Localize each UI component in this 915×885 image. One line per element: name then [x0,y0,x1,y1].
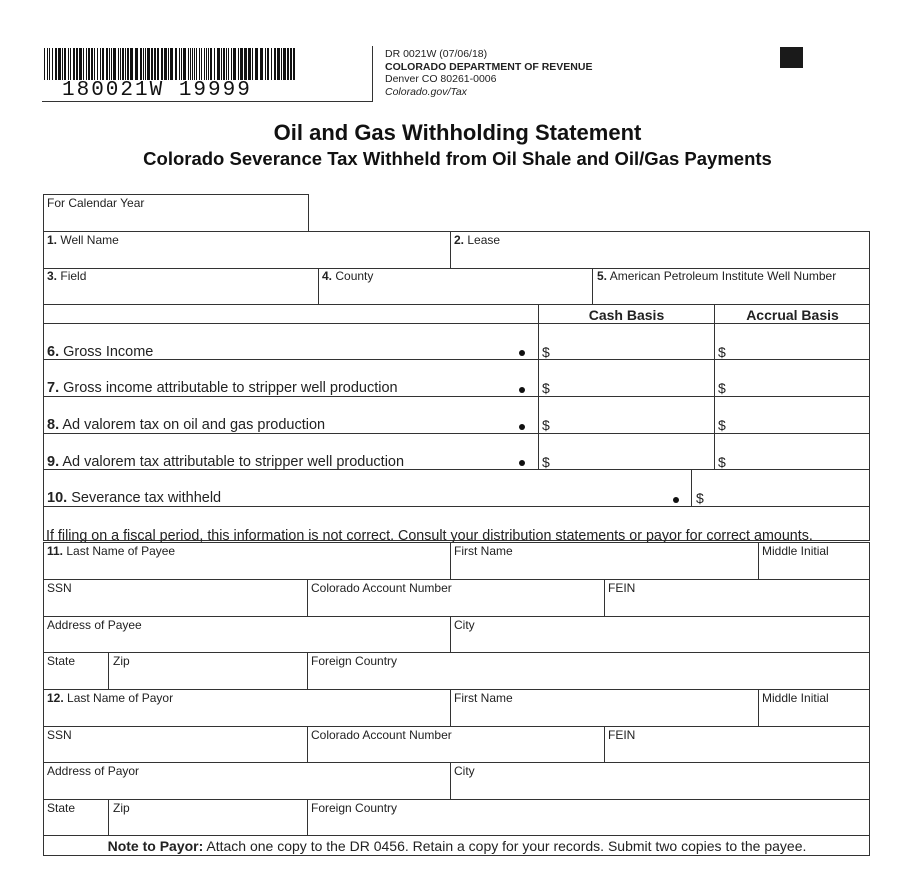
barcode-bar [151,48,153,80]
barcode-bar [55,48,57,80]
barcode-bar [226,48,227,80]
barcode-bar [287,48,289,80]
payor-last-name-label[interactable]: 12. Last Name of Payor [47,691,174,705]
payee-first-name-label[interactable]: First Name [454,544,513,558]
barcode-bar [68,48,69,80]
barcode-bar [221,48,222,80]
col-divider [538,304,539,469]
barcode-bar [79,48,82,80]
line-6-label: 6. Gross Income [47,344,154,360]
barcode-bar [210,48,212,80]
col-divider [450,231,451,268]
col-divider [450,689,451,726]
payee-ssn-label[interactable]: SSN [47,581,72,595]
payor-address-label[interactable]: Address of Payor [47,764,140,778]
col-divider [307,726,308,762]
barcode-bar [168,48,169,80]
barcode-bar [271,48,272,80]
barcode-bar [244,48,247,80]
bullet-icon [519,424,525,430]
row-divider [43,652,870,653]
barcode-bar [164,48,167,80]
payee-foreign-country-label[interactable]: Foreign Country [311,654,398,668]
payor-co-account-label[interactable]: Colorado Account Number [311,728,452,742]
barcode-bar [52,48,53,80]
payee-state-label[interactable]: State [47,654,76,668]
payor-first-name-label[interactable]: First Name [454,691,513,705]
col-divider [108,799,109,835]
barcode-bar [170,48,173,80]
barcode-bar [179,48,180,80]
col-divider [450,616,451,652]
barcode-bar [135,48,138,80]
barcode-bar [208,48,209,80]
barcode-bar [194,48,195,80]
api-well-number-label[interactable]: 5. American Petroleum Institute Well Number [597,269,837,283]
barcode-bar [127,48,129,80]
county-label[interactable]: 4. County [322,269,374,283]
barcode-bar [83,48,84,80]
payee-fein-label[interactable]: FEIN [608,581,636,595]
barcode-bar [44,48,45,80]
col-divider [691,469,692,506]
col-divider [307,799,308,835]
barcode-bar [188,48,189,80]
col-divider [714,304,715,469]
line-8-label: 8. Ad valorem tax on oil and gas production [47,417,326,433]
payee-co-account-label[interactable]: Colorado Account Number [311,581,452,595]
barcode-bar [109,48,110,80]
payor-foreign-country-label[interactable]: Foreign Country [311,801,398,815]
barcode-number: 180021W 19999 [62,79,252,102]
payee-middle-initial-label[interactable]: Middle Initial [762,544,829,558]
barcode-bar [140,48,142,80]
barcode-bar [47,48,48,80]
col-divider [307,652,308,689]
payor-state-label[interactable]: State [47,801,76,815]
barcode-bar [283,48,286,80]
barcode-bar [111,48,112,80]
row-divider [43,799,870,800]
barcode-bar [240,48,243,80]
row-divider [43,433,870,434]
barcode-bar [91,48,93,80]
barcode-bar [122,48,124,80]
barcode-bar [157,48,159,80]
barcode-bar [228,48,229,80]
line-7-accrual-field[interactable]: $ [718,380,726,396]
line-8-accrual-field[interactable]: $ [718,417,726,433]
payee-city-label[interactable]: City [454,618,475,632]
row-divider [43,689,870,690]
barcode-bar [106,48,108,80]
barcode-bar [70,48,71,80]
line-10-value-field[interactable]: $ [696,490,704,506]
calendar-year-label: For Calendar Year [47,196,145,210]
barcode-bar [118,48,119,80]
barcode-bar [102,48,104,80]
barcode-bar [214,48,215,80]
col-divider [604,726,605,762]
department-name: COLORADO DEPARTMENT OF REVENUE [385,60,593,73]
barcode-bar [73,48,75,80]
col-divider [604,579,605,616]
line-10-label: 10. Severance tax withheld [47,490,222,506]
well-name-label[interactable]: 1. Well Name [47,233,119,247]
col-divider [450,542,451,579]
line-9-accrual-field[interactable]: $ [718,454,726,470]
barcode-bar [231,48,232,80]
row-divider [43,726,870,727]
payor-zip-label[interactable]: Zip [113,801,130,815]
row-divider [43,396,870,397]
col-divider [450,762,451,799]
form-title: Oil and Gas Withholding Statement [273,120,642,145]
barcode-bar [223,48,225,80]
row-divider [43,359,870,360]
col-divider [592,268,593,304]
col-divider [307,579,308,616]
row-divider [43,304,870,305]
barcode-bar [130,48,133,80]
barcode-bar [154,48,156,80]
accrual-basis-header: Accrual Basis [746,307,839,323]
header-divider [42,101,372,102]
barcode-bar [145,48,146,80]
barcode-bar [201,48,202,80]
payee-zip-label[interactable]: Zip [113,654,130,668]
department-address: Denver CO 80261-0006 [385,73,497,85]
barcode-bar [290,48,292,80]
barcode-bar [206,48,207,80]
barcode-bar [238,48,239,80]
row-divider [43,616,870,617]
barcode-bar [260,48,263,80]
barcode-bar [125,48,126,80]
barcode-bar [76,48,78,80]
payee-last-name-label[interactable]: 11. Last Name of Payee [47,544,176,558]
col-divider [318,268,319,304]
barcode-bar [143,48,144,80]
col-divider [758,542,759,579]
barcode-image [44,48,296,80]
line-7-label: 7. Gross income attributable to stripper well production [47,380,398,396]
col-divider [758,689,759,726]
barcode-bar [265,48,266,80]
barcode-bar [190,48,191,80]
barcode-bar [94,48,95,80]
row-divider [43,323,870,324]
barcode-bar [274,48,276,80]
barcode-bar [252,48,253,80]
line-9-cash-field[interactable]: $ [542,454,550,470]
barcode-bar [183,48,186,80]
line-9-label: 9. Ad valorem tax attributable to stripper well production [47,454,405,470]
row-divider [43,762,870,763]
barcode-bar [175,48,177,80]
bullet-icon [673,497,679,503]
barcode-bar [97,48,98,80]
barcode-bar [204,48,205,80]
barcode-bar [199,48,200,80]
scan-marker [780,47,803,68]
department-website: Colorado.gov/Tax [385,85,467,98]
barcode-bar [62,48,63,80]
barcode-bar [58,48,61,80]
barcode-bar [281,48,282,80]
barcode-bar [217,48,220,80]
col-divider [108,652,109,689]
header-divider-vertical [372,46,373,102]
payor-fein-label[interactable]: FEIN [608,728,636,742]
cash-basis-header: Cash Basis [588,307,665,323]
barcode-bar [196,48,197,80]
barcode-bar [88,48,90,80]
barcode-bar [161,48,163,80]
fiscal-period-note: If filing on a fiscal period, this information is not correct. Consult your distribution statements or payor for correct amounts. [46,528,813,544]
form-subtitle: Colorado Severance Tax Withheld from Oil Shale and Oil/Gas Payments [143,148,772,169]
barcode-bar [147,48,150,80]
barcode-bar [181,48,182,80]
payor-ssn-label[interactable]: SSN [47,728,72,742]
note-to-payor: Note to Payor: Attach one copy to the DR 0456. Retain a copy for your records. Submit two copies to the payee. [107,838,807,854]
row-divider [43,835,870,836]
barcode-bar [233,48,236,80]
barcode-bar [100,48,101,80]
row-divider [43,579,870,580]
line-7-cash-field[interactable]: $ [542,380,550,396]
field-label[interactable]: 3. Field [47,269,87,283]
payor-middle-initial-label[interactable]: Middle Initial [762,691,829,705]
barcode-bar [192,48,193,80]
department-block [385,48,592,98]
form-code: DR 0021W (07/06/18) [385,48,488,60]
barcode-bar [64,48,66,80]
line-6-accrual-field[interactable]: $ [718,344,726,360]
payor-city-label[interactable]: City [454,764,475,778]
line-8-cash-field[interactable]: $ [542,417,550,433]
barcode-bar [277,48,280,80]
barcode-bar [49,48,50,80]
barcode-bar [113,48,116,80]
barcode-bar [255,48,258,80]
row-divider [43,506,870,507]
barcode-bar [248,48,251,80]
payee-address-label[interactable]: Address of Payee [47,618,142,632]
barcode-bar [86,48,87,80]
bullet-icon [519,387,525,393]
bullet-icon [519,350,525,356]
line-6-cash-field[interactable]: $ [542,344,550,360]
bullet-icon [519,460,525,466]
barcode-bar [267,48,269,80]
barcode-bar [293,48,295,80]
barcode-bar [120,48,121,80]
lease-label[interactable]: 2. Lease [454,233,501,247]
